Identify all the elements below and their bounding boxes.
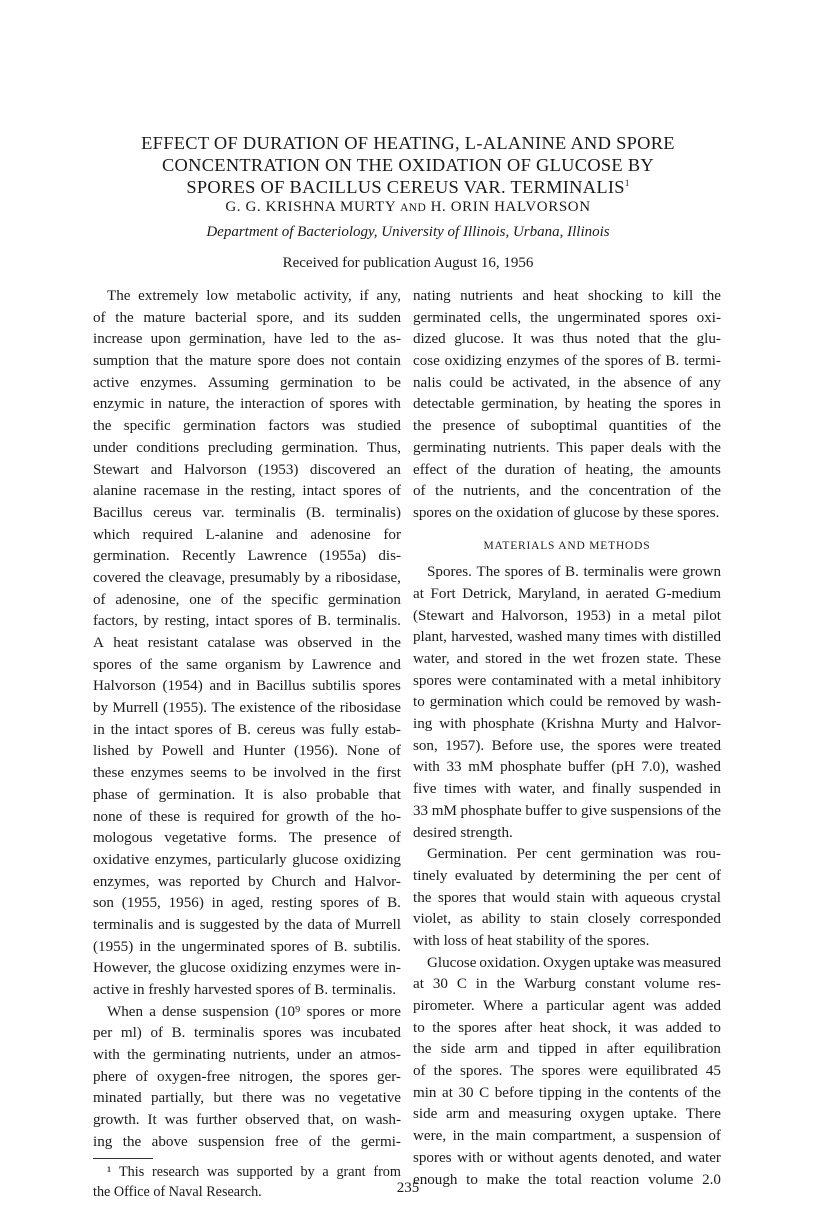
body-text-line: the presence of suboptimal quantities of the	[413, 418, 721, 435]
title-line: CONCENTRATION ON THE OXIDATION OF GLUCOSE BY	[161, 155, 655, 175]
body-text-line: enzymic in nature, the interaction of spores with	[93, 396, 401, 413]
body-text-line: five times with water, and finally suspended in	[413, 781, 721, 798]
body-text-line: alanine racemase in the resting, intact spores of	[93, 483, 401, 500]
body-text-line: A heat resistant catalase was observed in the	[93, 635, 401, 651]
body-text-line: ing the above suspension free of the germi-	[93, 1133, 401, 1150]
body-text-line: desired strength.	[413, 824, 513, 841]
body-text-line: by Murrell (1955). The existence of the ribosidase	[93, 700, 401, 717]
title-footnote-marker: 1	[624, 177, 630, 188]
body-text-line: son (1955, 1956) in aged, resting spores of B.	[93, 895, 401, 912]
author-name: H. ORIN HALVORSON	[430, 199, 591, 215]
body-text-line: terminalis and is suggested by the data of Murrell	[93, 916, 401, 933]
body-text-line: at 30 C in the Warburg constant volume res-	[413, 976, 721, 993]
page-number: 235	[396, 1180, 420, 1196]
body-text-line: nating nutrients and heat shocking to kill the	[413, 288, 721, 304]
title-line-text: SPORES OF BACILLUS CEREUS VAR. TERMINALIS	[186, 177, 625, 197]
body-text-line: When a dense suspension (10⁹ spores or more	[107, 1003, 401, 1020]
body-text-line: enough to make the total reaction volume 2.0	[413, 1171, 721, 1188]
body-text-line: However, the glucose oxidizing enzymes were in-	[93, 960, 401, 977]
body-text-line: with loss of heat stability of the spores.	[413, 932, 650, 949]
body-text-line: Halvorson (1954) and in Bacillus subtilis spores	[93, 678, 401, 695]
body-text-line: under conditions precluding germination. Thus,	[93, 439, 401, 456]
body-text-line: son, 1957). Before use, the spores were treated	[413, 737, 721, 754]
section-heading-text: MATERIALS AND METHODS	[483, 539, 651, 552]
body-text-line: effect of the duration of heating, the amounts	[413, 461, 721, 478]
body-text-line: Stewart and Halvorson (1953) discovered an	[93, 461, 401, 478]
body-text-line: minated partially, but there was no vegetative	[93, 1090, 401, 1107]
body-text-line: water, and stored in the wet frozen state. These	[413, 651, 721, 667]
body-text-line: active in freshly harvested spores of B. terminalis.	[93, 982, 397, 998]
body-text-line: factors, by resting, intact spores of B. terminalis.	[93, 613, 401, 630]
footnote-rule	[93, 1158, 153, 1159]
body-text-line: mologous vegetative forms. The presence of	[93, 830, 401, 847]
body-text-line: to the spores after heat shock, it was added to	[413, 1019, 721, 1036]
body-text-line: active enzymes. Assuming germination to be	[93, 374, 401, 391]
methods-section	[413, 562, 721, 1191]
body-text-line: spores of the same organism by Lawrence and	[93, 656, 401, 673]
body-text-line: which required L-alanine and adenosine for	[93, 526, 401, 543]
body-text-line: enzymes, was reported by Church and Halvor-	[93, 873, 401, 890]
affiliation: Department of Bacteriology, University of Illinois, Urbana, Illinois	[206, 224, 610, 240]
left-column	[93, 286, 401, 1202]
body-text-line: germination. Recently Lawrence (1955a) dis-	[93, 548, 401, 565]
body-text-line: Bacillus cereus var. terminalis (B. terminalis)	[93, 504, 401, 521]
body-text-line: min at 30 C before tipping in the contents of the	[413, 1084, 721, 1101]
body-text-line: with 33 mM phosphate buffer (pH 7.0), washed	[413, 759, 721, 776]
body-text-line: phere of oxygen-free nitrogen, the spores ger-	[93, 1068, 401, 1085]
body-text-line: side arm and measuring oxygen uptake. There	[413, 1106, 721, 1123]
body-text-line: (1955) in the ungerminated spores of B. subtilis.	[93, 938, 401, 955]
body-text-line: covered the cleavage, presumably by a ribosidase,	[93, 569, 401, 586]
body-text-line: with the germinating nutrients, under an atmos-	[93, 1047, 401, 1064]
body-text-line: growth. It was further observed that, on wash-	[93, 1112, 401, 1129]
body-text-line: to germination which could be removed by wash-	[413, 694, 721, 711]
footnote-line: ¹ This research was supported by a grant from	[107, 1163, 401, 1180]
body-text-line: spores on the oxidation of glucose by these spores.	[413, 504, 720, 521]
body-text-line: of the spores. The spores were equilibrated 45	[413, 1063, 721, 1080]
body-text-line: the side arm and tipped in after equilibration	[413, 1041, 721, 1058]
author-name: G. G. KRISHNA MURTY	[225, 199, 396, 215]
intro-continued	[413, 286, 721, 525]
body-text-line: the specific germination factors was studied	[93, 418, 401, 435]
body-text-line: The extremely low metabolic activity, if any,	[107, 288, 401, 304]
footnote-line: the Office of Naval Research.	[93, 1183, 262, 1200]
body-text-line: 33 mM phosphate buffer to give suspensions of the	[413, 802, 721, 819]
body-text-line: these enzymes seems to be involved in the first	[93, 765, 401, 782]
body-text-line: spores with or without agents denoted, and water	[413, 1149, 721, 1166]
body-text-line: germinated cells, the ungerminated spores oxi-	[413, 309, 721, 326]
body-text-line: detectable germination, by heating the spores in	[413, 396, 721, 413]
body-text-line: oxidative enzymes, particularly glucose oxidizing	[93, 851, 401, 868]
body-text-line: ing with phosphate (Krishna Murty and Halvor-	[413, 716, 721, 733]
body-text-line: none of these is required for growth of the ho-	[93, 808, 401, 825]
body-text-line: of the mature bacterial spore, and its sudden	[93, 309, 401, 326]
body-text-line: in the intact spores of B. cereus was fully estab-	[93, 721, 401, 738]
article-title	[80, 132, 736, 198]
body-text-line: plant, harvested, washed many times with distilled	[413, 629, 721, 646]
author-line	[80, 199, 736, 216]
body-text-line: Spores. The spores of B. terminalis were grown	[427, 564, 721, 581]
title-line: EFFECT OF DURATION OF HEATING, L-ALANINE AND SPORE	[141, 133, 675, 153]
body-text-line: violet, as ability to stain closely corresponded	[413, 911, 721, 928]
body-text-line: (Stewart and Halvorson, 1953) in a metal pilot	[413, 607, 721, 624]
body-text-line: of the nutrients, and the concentration of the	[413, 483, 721, 500]
body-text-line: nalis could be activated, in the absence of any	[413, 374, 721, 391]
title-line	[80, 176, 736, 198]
body-text-line: the spores that would stain with aqueous crystal	[413, 889, 721, 906]
body-text-line: of adenosine, one of the specific germination	[93, 591, 401, 608]
body-text-line: sumption that the mature spore does not contain	[93, 353, 401, 370]
body-text-line: Germination. Per cent germination was rou-	[427, 846, 721, 863]
body-text-line: spores were contaminated with a metal inhibitory	[413, 672, 721, 689]
section-heading	[413, 536, 721, 558]
body-text-line: cose oxidizing enzymes of the spores of B. termi-	[413, 353, 721, 370]
body-text-line: lished by Powell and Hunter (1956). None of	[93, 743, 401, 760]
left-column-body	[93, 286, 401, 1154]
body-text-line: increase upon germination, have led to the as-	[93, 331, 401, 348]
author-conjunction: AND	[400, 202, 427, 214]
body-text-line: at Fort Detrick, Maryland, in aerated G-medium	[413, 585, 721, 602]
body-text-line: germinating nutrients. This paper deals with the	[413, 439, 721, 456]
body-text-line: pirometer. Where a particular agent was added	[413, 998, 721, 1014]
body-text-line: phase of germination. It is also probable that	[93, 786, 401, 803]
body-text-line: dized glucose. It was thus noted that the glu-	[413, 331, 721, 348]
body-text-line: per ml) of B. terminalis spores was incubated	[93, 1025, 401, 1042]
right-column	[413, 286, 721, 1191]
body-text-line: Glucose oxidation. Oxygen uptake was measured	[427, 954, 721, 971]
body-text-line: tinely evaluated by determining the per cent of	[413, 867, 721, 884]
body-text-line: were, in the main compartment, a suspension of	[413, 1128, 721, 1145]
received-date: Received for publication August 16, 1956	[282, 255, 534, 271]
